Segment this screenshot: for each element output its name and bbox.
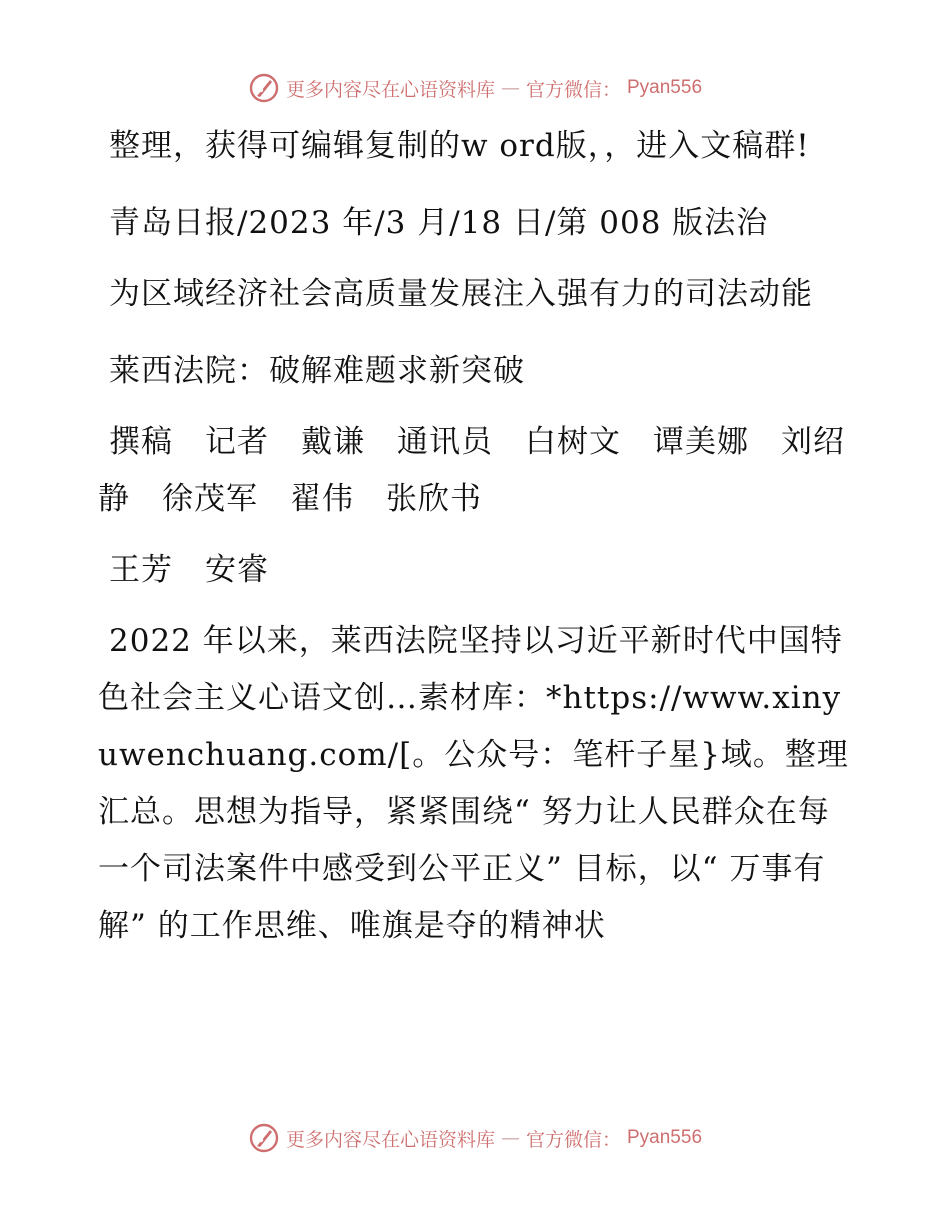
- watermark-text: 更多内容尽在心语资料库: [285, 1128, 495, 1151]
- article-byline-cont: 王芳 安睿: [109, 552, 269, 588]
- article-headline: 为区域经济社会高质量发展注入强有力的司法动能: [109, 276, 813, 312]
- watermark-wechat-id: Pyan556: [627, 1127, 703, 1148]
- watermark-wechat-label: 官方微信：: [525, 78, 621, 101]
- watermark-wechat-label: 官方微信：: [525, 1128, 621, 1151]
- article-subheadline: 莱西法院：破解难题求新突破: [109, 353, 525, 389]
- watermark-separator: —: [500, 77, 520, 99]
- quill-logo-icon: [248, 1122, 280, 1154]
- paragraph-source: 青岛日报/2023 年/3 月/18 日/第 008 版法治: [109, 205, 769, 241]
- footer-watermark: [0, 1122, 950, 1154]
- watermark-separator: —: [500, 1127, 520, 1149]
- watermark-wechat-id: Pyan556: [627, 77, 703, 98]
- document-body: [98, 118, 858, 975]
- quill-logo-icon: [248, 72, 280, 104]
- header-watermark: [0, 72, 950, 104]
- watermark-text: 更多内容尽在心语资料库: [285, 78, 495, 101]
- paragraph-intro: 整理，获得可编辑复制的w ord版，，进入文稿群!: [109, 128, 810, 164]
- article-body-paragraph: 2022 年以来，莱西法院坚持以习近平新时代中国特色社会主义心语文创…素材库：*https://www.xinyuwenchuang.com/[。公众号：笔杆子星}域。整理汇总。思想为指导，紧紧围绕“ 努力让人民群众在每一个司法案件中感受到公平正义” 目标，以“ 万事有解” 的工作思维、唯旗是夺的精神状: [98, 623, 849, 944]
- article-byline: 撰稿 记者 戴谦 通讯员 白树文 谭美娜 刘绍静 徐茂军 翟伟 张欣书: [98, 424, 845, 517]
